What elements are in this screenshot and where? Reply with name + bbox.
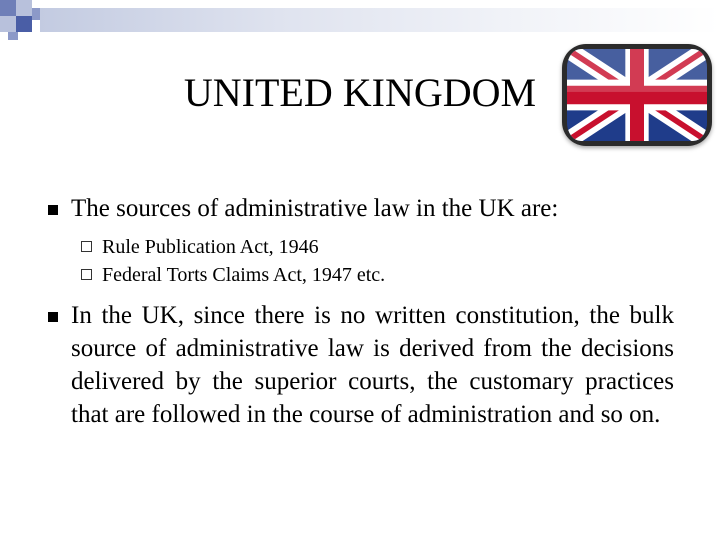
square-bullet-icon (48, 205, 58, 215)
sub-item-text: Rule Publication Act, 1946 (102, 236, 319, 258)
bullet-item-constitution (44, 299, 674, 431)
sub-list (44, 233, 674, 289)
bullet-text: In the UK, since there is no written constitution, the bulk source of administrative law is derived from the decisions delivered by the superior courts, the customary practices that are followed in the course of administration and so on. (71, 302, 674, 428)
bullet-item-sources (44, 192, 674, 225)
union-jack-flag-icon (562, 44, 712, 146)
bullet-text: The sources of administrative law in the UK are: (71, 195, 559, 222)
header-gradient-bar (40, 8, 720, 32)
slide-title: UNITED KINGDOM (183, 70, 537, 115)
slide-body (44, 192, 674, 431)
sub-item (44, 233, 674, 261)
sub-item (44, 261, 674, 289)
checkbox-bullet-icon (81, 241, 92, 252)
square-bullet-icon (48, 312, 58, 322)
checkbox-bullet-icon (81, 269, 92, 280)
sub-item-text: Federal Torts Claims Act, 1947 etc. (102, 264, 386, 286)
